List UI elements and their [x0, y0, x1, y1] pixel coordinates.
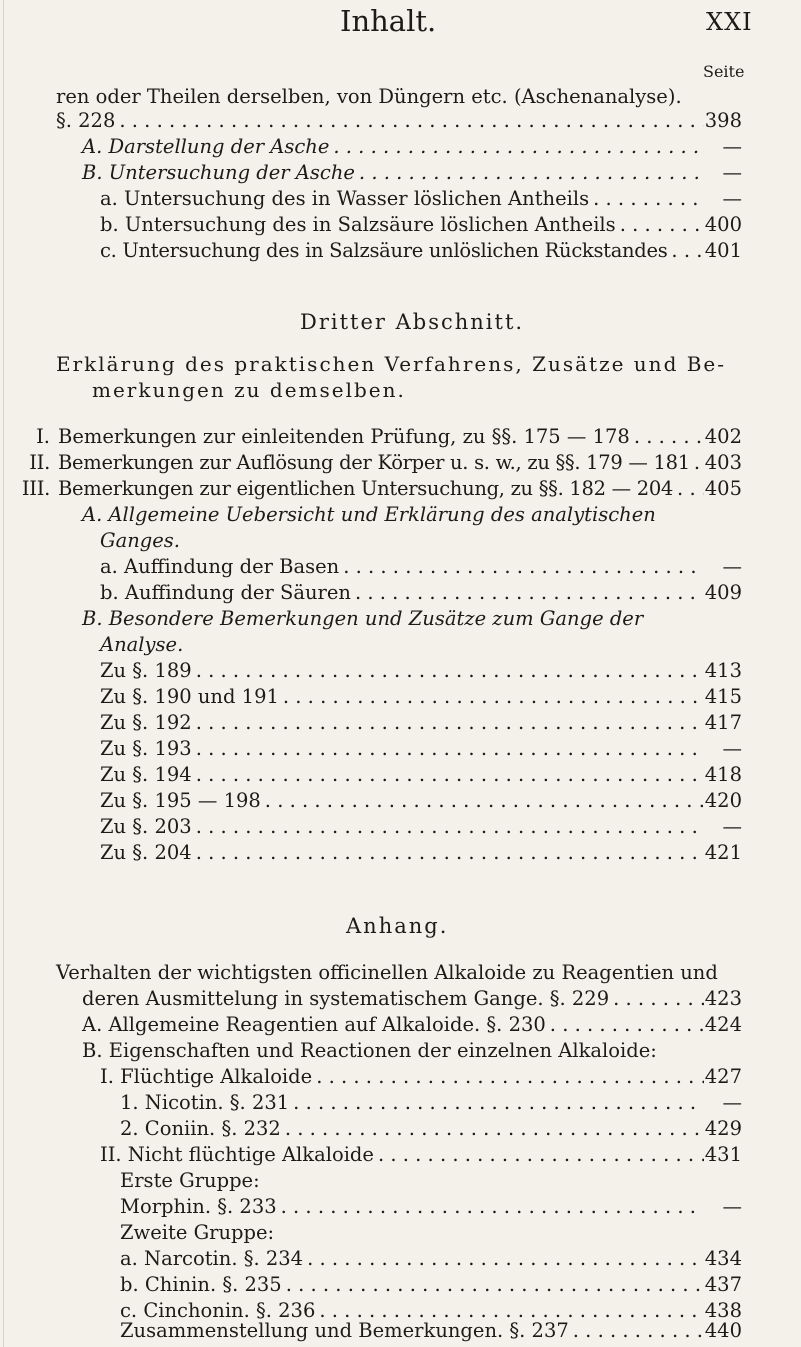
toc-entry-page: — [722, 1091, 742, 1114]
toc-entry-page: 401 [704, 239, 742, 262]
toc-entry-page: 427 [704, 1065, 742, 1088]
toc-entry-page: 424 [704, 1013, 742, 1036]
toc-entry[interactable] [100, 840, 742, 866]
leader-dots [281, 1116, 704, 1142]
leader-dots [329, 134, 704, 160]
leader-dots [279, 684, 704, 710]
leader-dots [589, 186, 704, 212]
toc-entry[interactable] [120, 1246, 742, 1272]
toc-entry-page: 400 [704, 213, 742, 236]
toc-entry-label: Bemerkungen zur Auflösung der Körper u. s. w., zu §§. 179 — 181 [58, 451, 690, 474]
toc-entry-label: Zu §. 194 [100, 763, 192, 786]
toc-entry-label: a. Narcotin. §. 234 [120, 1247, 304, 1270]
leader-dots [690, 450, 704, 476]
toc-entry-label: 2. Coniin. §. 232 [120, 1117, 281, 1140]
toc-entry[interactable] [82, 134, 742, 160]
toc-entry-page: 409 [704, 581, 742, 604]
running-head-title: Inhalt. [340, 4, 437, 38]
toc-entry-label: Bemerkungen zur einleitenden Prüfung, zu §§. 175 — 178 [58, 425, 630, 448]
leader-dots [115, 108, 704, 134]
toc-entry[interactable] [100, 684, 742, 710]
toc-entry-label: B. Untersuchung der Asche [82, 161, 355, 184]
toc-entry[interactable] [100, 658, 742, 684]
section-subtitle-1: Erklärung des praktischen Verfahrens, Zusätze und Be- [56, 352, 727, 376]
group-label: Zweite Gruppe: [120, 1221, 275, 1244]
toc-entry[interactable] [56, 108, 742, 134]
toc-entry-page: — [722, 1195, 742, 1218]
toc-entry-page: 417 [704, 711, 742, 734]
toc-entry[interactable] [120, 1272, 742, 1298]
toc-entry-page: 418 [704, 763, 742, 786]
toc-entry-label: Zu §. 190 und 191 [100, 685, 279, 708]
toc-entry-label: deren Ausmittelung in systematischem Gange. §. 229 [82, 987, 610, 1010]
toc-entry-page: 440 [704, 1319, 742, 1342]
toc-entry-label: a. Auffindung der Basen [100, 555, 340, 578]
toc-entry[interactable] [100, 1142, 742, 1168]
subsection-title-line-2: Analyse. [100, 633, 184, 656]
toc-entry-label: Bemerkungen zur eigentlichen Untersuchung, zu §§. 182 — 204 [58, 477, 674, 500]
toc-entry-page: 421 [704, 841, 742, 864]
toc-entry-label: Zu §. 203 [100, 815, 192, 838]
toc-entry[interactable] [18, 424, 742, 450]
toc-entry-label: Morphin. §. 233 [120, 1195, 277, 1218]
toc-entry-page: 413 [704, 659, 742, 682]
toc-entry[interactable] [82, 986, 742, 1012]
toc-entry-label: A. Allgemeine Reagentien auf Alkaloide. §. 230 [82, 1013, 546, 1036]
subsection-title: B. Eigenschaften und Reactionen der einzelnen Alkaloide: [82, 1039, 657, 1062]
toc-entry-page: — [722, 737, 742, 760]
leader-dots [192, 710, 704, 736]
toc-entry-label: II. Nicht flüchtige Alkaloide [100, 1143, 374, 1166]
toc-entry-page: 420 [704, 789, 742, 812]
toc-entry-page: 403 [704, 451, 742, 474]
toc-entry-page: — [722, 161, 742, 184]
page-number: XXI [706, 8, 753, 36]
toc-entry-label: Zu §. 195 — 198 [100, 789, 261, 812]
toc-entry-page: 437 [704, 1273, 742, 1296]
leader-dots [282, 1272, 704, 1298]
toc-entry-label: Zu §. 193 [100, 737, 192, 760]
appendix-intro-line-1: Verhalten der wichtigsten officinellen Alkaloide zu Reagentien und [56, 961, 718, 984]
toc-entry-label: Zu §. 192 [100, 711, 192, 734]
leader-dots [312, 1064, 704, 1090]
roman-numeral: III. [21, 477, 50, 500]
section-subtitle-2: merkungen zu demselben. [92, 378, 406, 402]
toc-entry-label: b. Untersuchung des in Salzsäure löslichen Antheils [100, 213, 616, 236]
leader-dots [673, 476, 704, 502]
subsection-title-line-1: B. Besondere Bemerkungen und Zusätze zum Gange der [82, 607, 644, 630]
toc-entry[interactable] [100, 212, 742, 238]
leader-dots [192, 736, 704, 762]
toc-entry-label: I. Flüchtige Alkaloide [100, 1065, 313, 1088]
toc-entry-page: 438 [704, 1299, 742, 1322]
subsection-title-line-1: A. Allgemeine Uebersicht und Erklärung des analytischen [82, 503, 656, 526]
leader-dots [569, 1318, 704, 1344]
toc-entry[interactable] [120, 1318, 742, 1344]
leader-dots [374, 1142, 704, 1168]
toc-entry-label: §. 228 [56, 109, 116, 132]
toc-entry[interactable] [100, 1064, 742, 1090]
toc-entry[interactable] [100, 710, 742, 736]
toc-entry-page: — [722, 815, 742, 838]
toc-entry-label: c. Untersuchung des in Salzsäure unlöslichen Rückstandes [100, 239, 668, 262]
toc-entry[interactable] [82, 1012, 742, 1038]
toc-entry-page: — [722, 135, 742, 158]
appendix-heading: Anhang. [346, 914, 449, 938]
leader-dots [289, 1090, 704, 1116]
toc-entry-page: — [722, 187, 742, 210]
toc-entry[interactable] [82, 160, 742, 186]
toc-entry[interactable] [100, 762, 742, 788]
toc-entry-page: 431 [704, 1143, 742, 1166]
toc-entry[interactable] [120, 1116, 742, 1142]
leader-dots [355, 160, 704, 186]
leader-dots [192, 658, 704, 684]
toc-entry-label: Zu §. 204 [100, 841, 192, 864]
toc-entry-page: 429 [704, 1117, 742, 1140]
toc-entry-label: b. Auffindung der Säuren [100, 581, 351, 604]
toc-entry[interactable] [100, 788, 742, 814]
toc-entry[interactable] [120, 1090, 742, 1116]
roman-numeral: I. [36, 425, 50, 448]
seite-column-label: Seite [703, 62, 745, 81]
toc-entry[interactable] [100, 186, 742, 212]
toc-entry-label: c. Cinchonin. §. 236 [120, 1299, 316, 1322]
group-label: Erste Gruppe: [120, 1169, 260, 1192]
toc-entry[interactable] [100, 554, 742, 580]
toc-entry-page: 405 [704, 477, 742, 500]
leader-dots [630, 424, 704, 450]
toc-entry-label: A. Darstellung der Asche [82, 135, 330, 158]
subsection-title-line-2: Ganges. [100, 529, 180, 552]
toc-entry[interactable] [100, 580, 742, 606]
toc-entry-label: Zu §. 189 [100, 659, 192, 682]
toc-entry[interactable] [120, 1194, 742, 1220]
toc-entry[interactable] [100, 238, 742, 264]
toc-entry-page: 398 [704, 109, 742, 132]
toc-entry-label: a. Untersuchung des in Wasser löslichen Antheils [100, 187, 590, 210]
toc-entry-label: Zusammenstellung und Bemerkungen. §. 237 [120, 1319, 569, 1342]
toc-entry-label: 1. Nicotin. §. 231 [120, 1091, 290, 1114]
toc-entry[interactable] [18, 450, 742, 476]
leader-dots [192, 814, 704, 840]
toc-entry-label: b. Chinin. §. 235 [120, 1273, 282, 1296]
leader-dots [261, 788, 704, 814]
leader-dots [667, 238, 704, 264]
roman-numeral: II. [29, 451, 50, 474]
toc-entry[interactable] [100, 814, 742, 840]
toc-entry-page: 423 [704, 987, 742, 1010]
leader-dots [609, 986, 704, 1012]
leader-dots [192, 762, 704, 788]
leader-dots [277, 1194, 704, 1220]
leader-dots [303, 1246, 704, 1272]
toc-entry-page: 434 [704, 1247, 742, 1270]
intro-line-1: ren oder Theilen derselben, von Düngern etc. (Aschenanalyse). [56, 85, 682, 108]
toc-entry-page: — [722, 555, 742, 578]
toc-entry[interactable] [100, 736, 742, 762]
leader-dots [192, 840, 704, 866]
toc-entry-page: 402 [704, 425, 742, 448]
leader-dots [616, 212, 704, 238]
page-gutter-line [3, 0, 4, 1347]
section-heading: Dritter Abschnitt. [300, 310, 525, 334]
leader-dots [339, 554, 704, 580]
toc-entry[interactable] [18, 476, 742, 502]
leader-dots [546, 1012, 704, 1038]
leader-dots [351, 580, 704, 606]
toc-entry-page: 415 [704, 685, 742, 708]
